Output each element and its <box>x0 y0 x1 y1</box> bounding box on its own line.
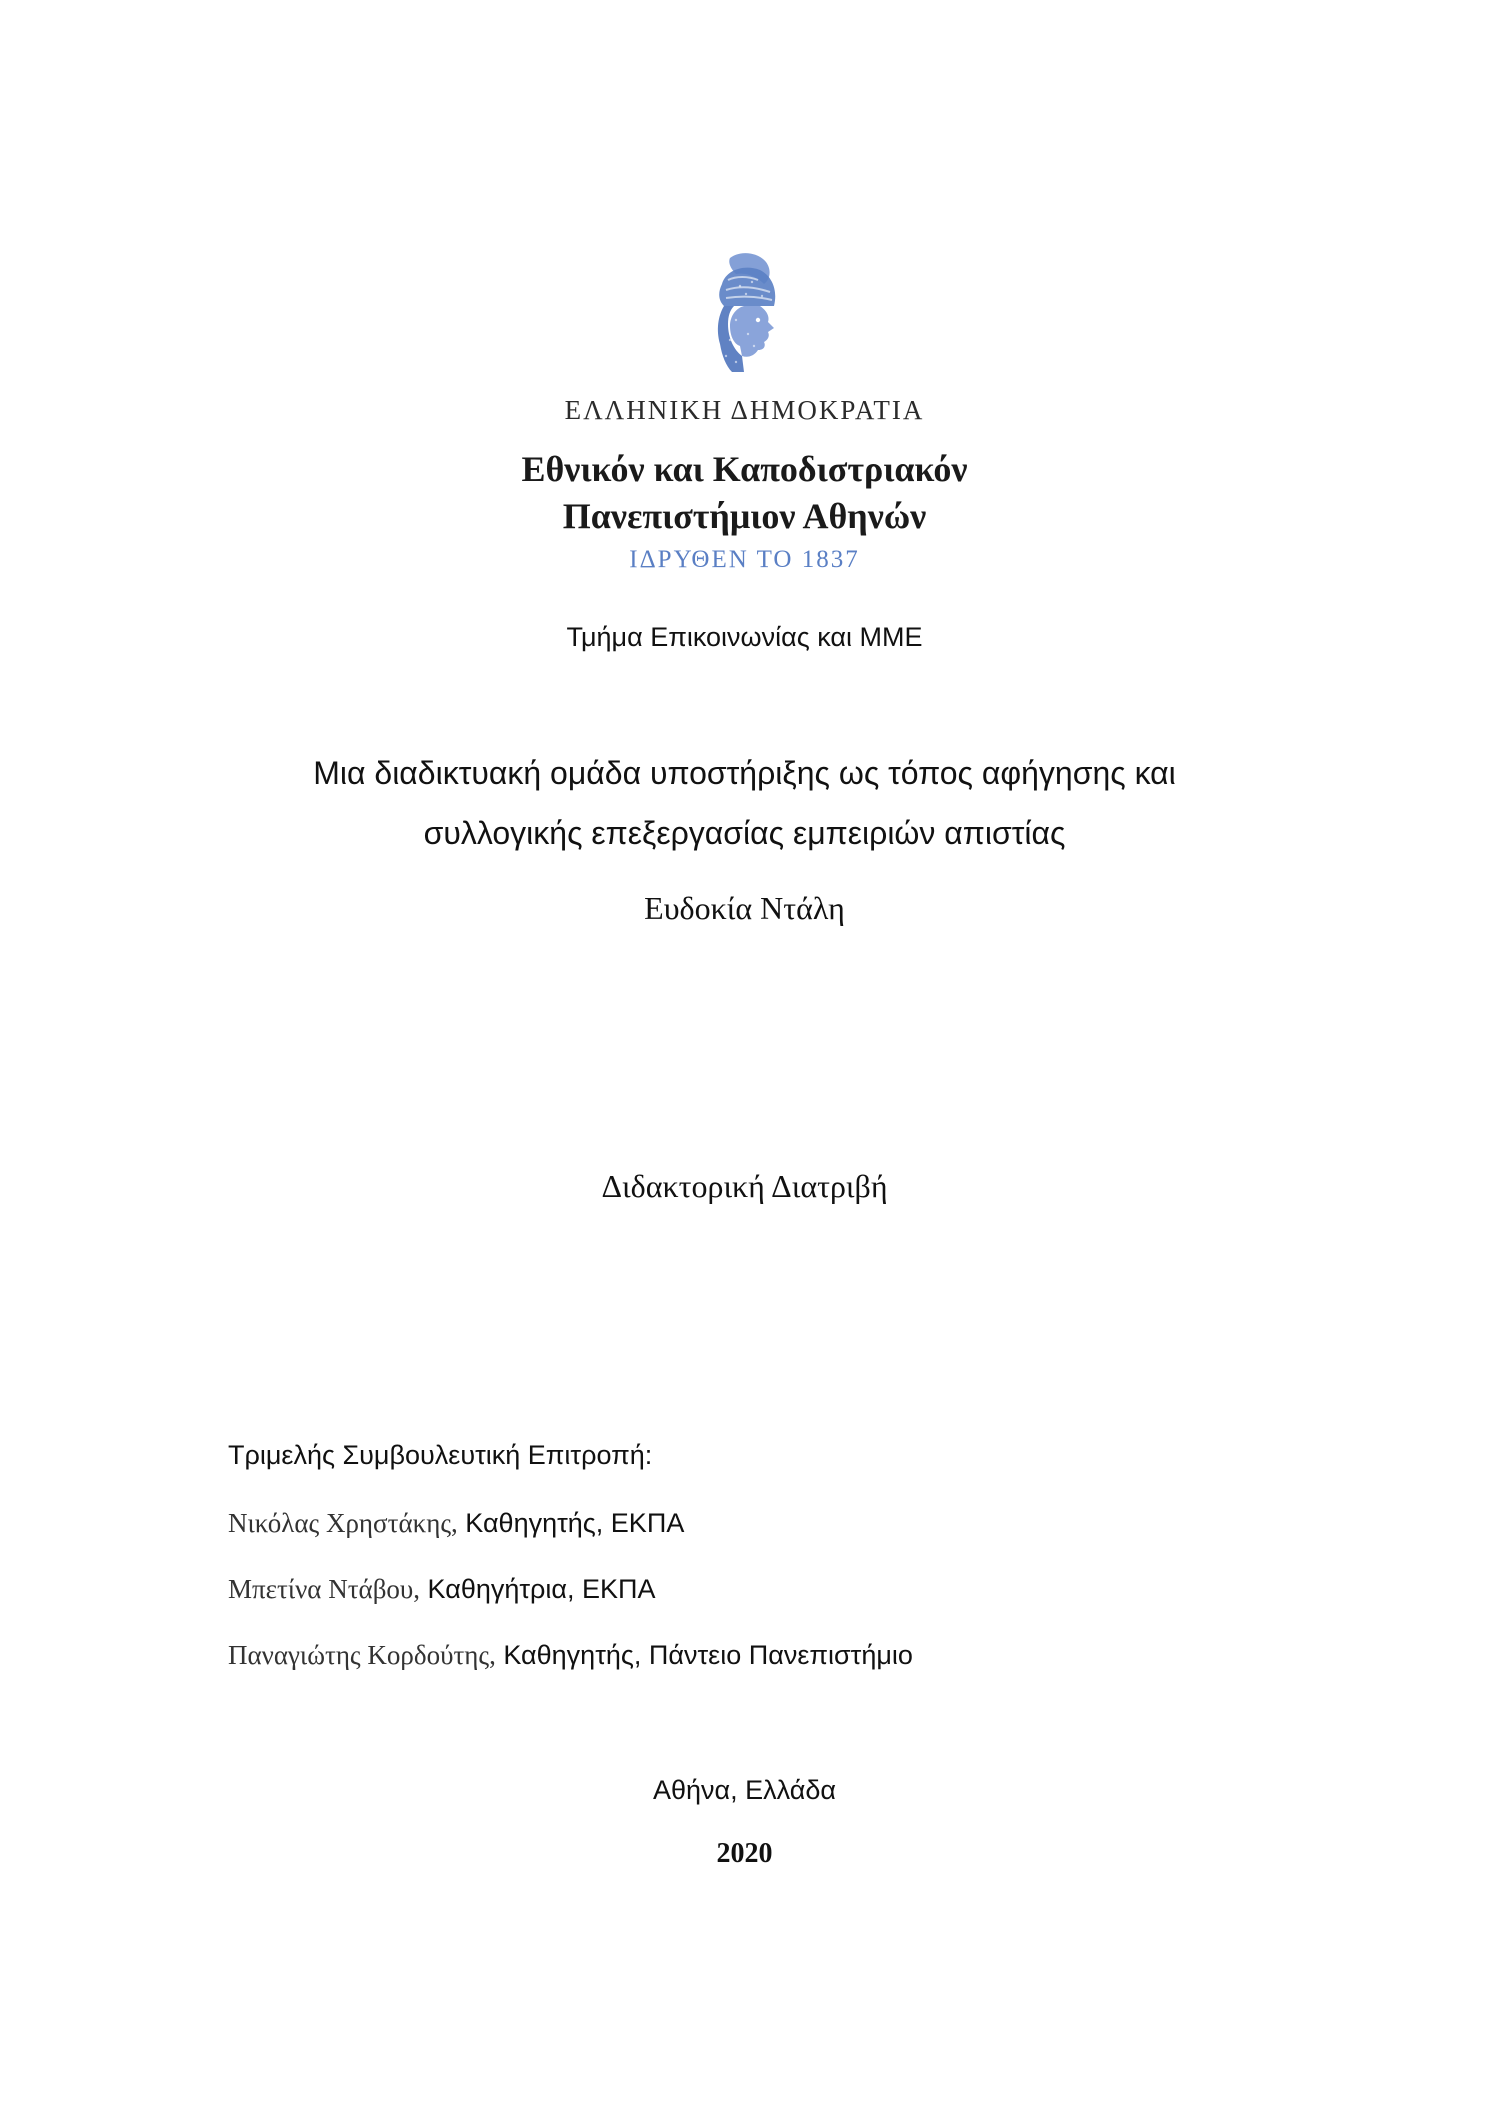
thesis-title-line2: συλλογικής επεξεργασίας εμπειριών απιστίας <box>423 815 1066 851</box>
committee-member <box>228 1574 1328 1605</box>
logo-founded-text: ΙΔΡΥΘΕΝ ΤΟ 1837 <box>629 546 860 573</box>
place: Αθήνα, Ελλάδα <box>652 1775 836 1805</box>
committee-member <box>228 1508 1328 1539</box>
committee-member-name: Μπετίνα Ντάβου, <box>228 1574 421 1604</box>
committee-member-name: Νικόλας Χρηστάκης, <box>228 1508 458 1538</box>
year: 2020 <box>716 1838 773 1869</box>
thesis-type: Διδακτορική Διατριβή <box>601 1168 888 1204</box>
committee-member <box>228 1640 1328 1671</box>
athena-head-emblem-icon <box>700 250 788 378</box>
committee-heading: Τριμελής Συμβουλευτική Επιτροπή: <box>228 1440 653 1470</box>
committee-member-role: Καθηγήτρια, ΕΚΠΑ <box>420 1574 656 1604</box>
committee-member-role: Καθηγητής, Πάντειο Πανεπιστήμιο <box>495 1640 913 1670</box>
logo-university-name-line1: Εθνικόν και Καποδιστριακόν <box>521 449 968 489</box>
committee-member-role: Καθηγητής, ΕΚΠΑ <box>457 1508 685 1538</box>
thesis-title-line1: Μια διαδικτυακή ομάδα υποστήριξης ως τόπος αφήγησης και <box>313 755 1176 791</box>
committee-member-name: Παναγιώτης Κορδούτης, <box>228 1640 496 1670</box>
author-name: Ευδοκία Ντάλη <box>644 890 845 926</box>
logo-republic-text: ΕΛΛΗΝΙΚΗ ΔΗΜΟΚΡΑΤΙΑ <box>564 395 925 425</box>
department-name: Τμήμα Επικοινωνίας και ΜΜΕ <box>566 622 923 652</box>
logo-university-name-line2: Πανεπιστήμιον Αθηνών <box>562 496 927 536</box>
